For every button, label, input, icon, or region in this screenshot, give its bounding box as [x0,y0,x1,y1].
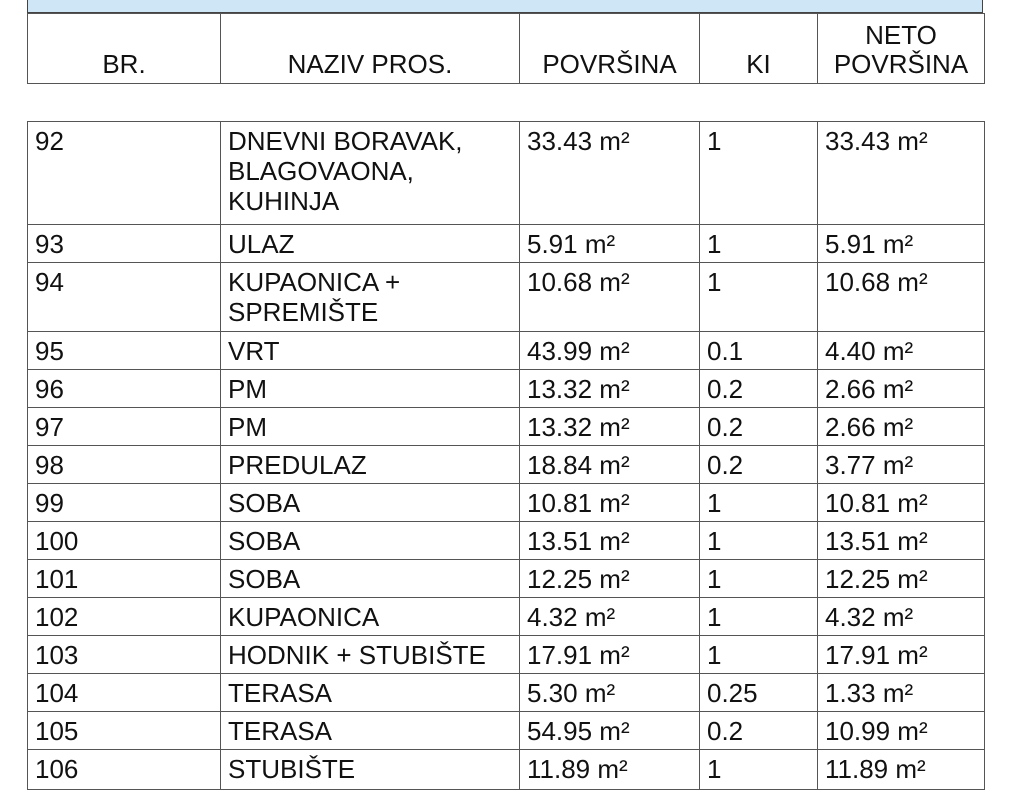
cell-row-number: 96 [28,370,221,408]
cell-room-name: HODNIK + STUBIŠTE [221,636,520,674]
cell-area: 43.99 m² [520,332,700,370]
cell-area: 13.32 m² [520,408,700,446]
cell-coefficient: 0.2 [700,446,818,484]
table-row [28,446,985,484]
cell-row-number: 106 [28,750,221,790]
cell-coefficient: 0.2 [700,408,818,446]
cell-coefficient: 0.25 [700,674,818,712]
cell-coefficient: 1 [700,636,818,674]
cell-net-area: 33.43 m² [818,122,985,225]
cell-row-number: 102 [28,598,221,636]
cell-room-name: SOBA [221,484,520,522]
table-row [28,522,985,560]
table-row [28,484,985,522]
col-header-neto-povrsina: NETO POVRŠINA [818,14,985,84]
cell-room-name: PREDULAZ [221,446,520,484]
cell-net-area: 3.77 m² [818,446,985,484]
cell-room-name: VRT [221,332,520,370]
cell-coefficient: 1 [700,122,818,225]
cell-row-number: 101 [28,560,221,598]
cell-area: 13.51 m² [520,522,700,560]
cell-net-area: 10.68 m² [818,263,985,332]
cell-net-area: 2.66 m² [818,370,985,408]
cell-coefficient: 1 [700,263,818,332]
table-row [28,263,985,332]
cell-row-number: 98 [28,446,221,484]
cell-net-area: 10.81 m² [818,484,985,522]
cell-room-name: DNEVNI BORAVAK, BLAGOVAONA, KUHINJA [221,122,520,225]
col-header-ki: KI [700,14,818,84]
cell-area: 11.89 m² [520,750,700,790]
cell-area: 10.81 m² [520,484,700,522]
cell-row-number: 92 [28,122,221,225]
cell-area: 12.25 m² [520,560,700,598]
col-header-naziv: NAZIV PROS. [221,14,520,84]
cell-coefficient: 1 [700,522,818,560]
cell-coefficient: 1 [700,750,818,790]
cell-net-area: 1.33 m² [818,674,985,712]
cell-net-area: 10.99 m² [818,712,985,750]
cell-coefficient: 1 [700,598,818,636]
cell-net-area: 17.91 m² [818,636,985,674]
table-row [28,408,985,446]
cell-row-number: 99 [28,484,221,522]
cell-row-number: 94 [28,263,221,332]
cell-net-area: 11.89 m² [818,750,985,790]
table-row [28,370,985,408]
table-row [28,598,985,636]
cell-coefficient: 1 [700,484,818,522]
header-top-band [27,0,983,13]
cell-area: 5.91 m² [520,225,700,263]
cell-row-number: 93 [28,225,221,263]
table-row [28,225,985,263]
cell-row-number: 97 [28,408,221,446]
table-row [28,122,985,225]
cell-room-name: SOBA [221,522,520,560]
cell-net-area: 4.32 m² [818,598,985,636]
cell-row-number: 95 [28,332,221,370]
cell-net-area: 4.40 m² [818,332,985,370]
cell-area: 13.32 m² [520,370,700,408]
cell-coefficient: 0.2 [700,370,818,408]
cell-room-name: SOBA [221,560,520,598]
cell-coefficient: 1 [700,560,818,598]
cell-room-name: PM [221,370,520,408]
cell-area: 17.91 m² [520,636,700,674]
cell-area: 10.68 m² [520,263,700,332]
col-header-br: BR. [28,14,221,84]
cell-area: 33.43 m² [520,122,700,225]
rooms-table [27,121,985,790]
table-header [27,13,985,84]
cell-room-name: ULAZ [221,225,520,263]
cell-room-name: KUPAONICA [221,598,520,636]
cell-row-number: 105 [28,712,221,750]
cell-room-name: PM [221,408,520,446]
table-row [28,712,985,750]
table-row [28,674,985,712]
table-row [28,750,985,790]
cell-room-name: TERASA [221,674,520,712]
header-row [28,14,985,84]
cell-coefficient: 1 [700,225,818,263]
table-row [28,332,985,370]
cell-row-number: 100 [28,522,221,560]
table-row [28,560,985,598]
cell-row-number: 103 [28,636,221,674]
table-row [28,636,985,674]
cell-net-area: 12.25 m² [818,560,985,598]
cell-area: 54.95 m² [520,712,700,750]
cell-area: 5.30 m² [520,674,700,712]
cell-room-name: STUBIŠTE [221,750,520,790]
cell-coefficient: 0.2 [700,712,818,750]
cell-area: 4.32 m² [520,598,700,636]
cell-net-area: 2.66 m² [818,408,985,446]
cell-coefficient: 0.1 [700,332,818,370]
cell-room-name: TERASA [221,712,520,750]
cell-row-number: 104 [28,674,221,712]
cell-net-area: 13.51 m² [818,522,985,560]
col-header-povrsina: POVRŠINA [520,14,700,84]
cell-room-name: KUPAONICA + SPREMIŠTE [221,263,520,332]
cell-area: 18.84 m² [520,446,700,484]
cell-net-area: 5.91 m² [818,225,985,263]
